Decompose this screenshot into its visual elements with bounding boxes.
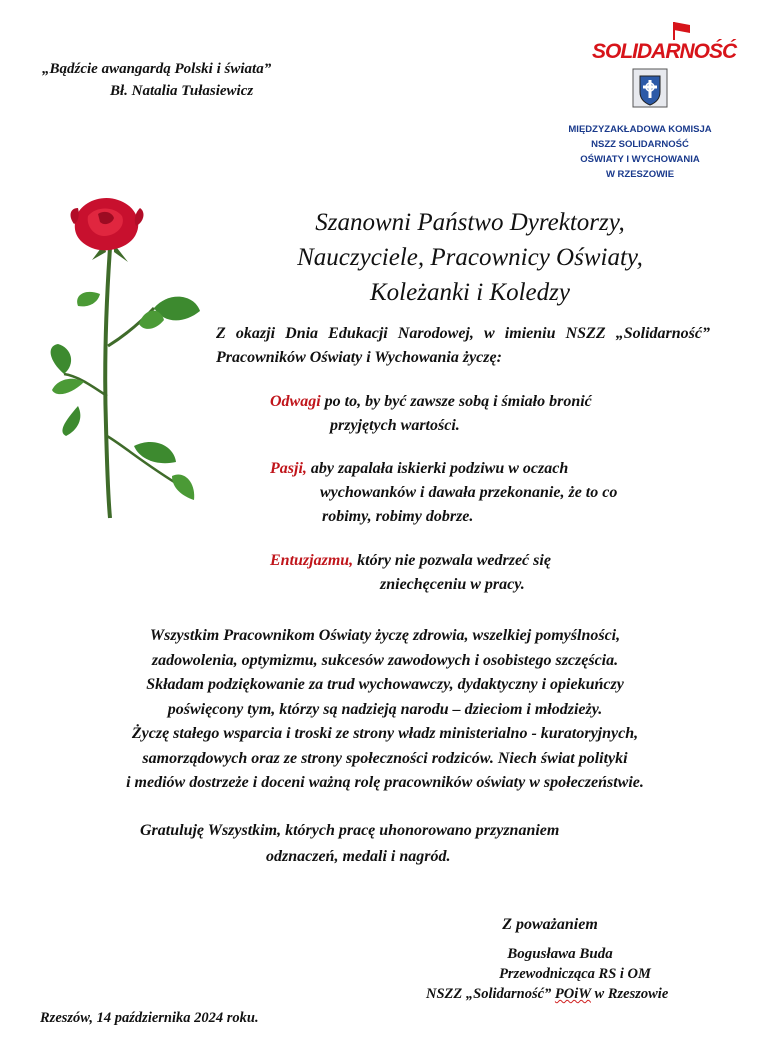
- union-prefix: NSZZ „Solidarność”: [426, 986, 555, 1002]
- salutation: [230, 205, 710, 310]
- motto-author: Bł. Natalia Tułasiewicz: [110, 83, 254, 99]
- paragraph-line: zadowolenia, optymizmu, sukcesów zawodowych i osobistego szczęścia.: [151, 651, 619, 669]
- wish-text: aby zapalała iskierki podziwu w oczach: [306, 460, 569, 477]
- union-abbr: POiW: [554, 986, 591, 1002]
- wish-keyword: Entuzjazmu,: [270, 552, 354, 569]
- wish-text: robimy, robimy dobrze.: [322, 508, 474, 525]
- signature-regards: Z poważaniem: [502, 916, 598, 933]
- wish-text: wychowanków i dawała przekonanie, że to co: [320, 484, 618, 501]
- solidarnosc-wordmark: [590, 20, 737, 63]
- signature-block: [420, 914, 730, 1004]
- wish-text: przyjętych wartości.: [330, 417, 460, 434]
- org-line: W RZESZOWIE: [605, 169, 675, 180]
- brand-text: SOLIDARNOŚĆ: [592, 40, 737, 63]
- motto-quote: „Bądźcie awangardą Polski i świata”: [42, 61, 272, 77]
- congrats-line: Gratuluję Wszystkim, których pracę uhonorowano przyznaniem: [140, 822, 560, 839]
- union-suffix: w Rzeszowie: [590, 986, 669, 1002]
- coat-of-arms-icon: [632, 68, 668, 108]
- intro-text: Z okazji Dnia Edukacji Narodowej, w imieniu NSZZ „Solidarność” Pracowników Oświaty i Wychowania życzę:: [216, 325, 710, 366]
- org-line: NSZZ SOLIDARNOŚĆ: [591, 139, 689, 150]
- salutation-line: Szanowni Państwo Dyrektorzy,: [315, 209, 625, 236]
- salutation-line: Nauczyciele, Pracownicy Oświaty,: [297, 244, 643, 271]
- paragraph-line: Wszystkim Pracownikom Oświaty życzę zdrowia, wszelkiej pomyślności,: [149, 627, 621, 644]
- paragraph-line: Życzę stałego wsparcia i troski ze strony władz ministerialno - kuratoryjnych,: [131, 725, 639, 742]
- wish-text: po to, by być zawsze sobą i śmiało bronić: [320, 393, 592, 410]
- wish-text: zniechęceniu w pracy.: [380, 576, 525, 593]
- wish-text: który nie pozwala wedrzeć się: [353, 552, 551, 569]
- congratulations: [140, 818, 680, 870]
- red-rose-icon: [44, 196, 204, 521]
- paragraph-line: poświęcony tym, którzy są nadzieją narodu – dzieciom i młodzieży.: [167, 700, 603, 718]
- signature-name: Bogusława Buda: [507, 946, 613, 962]
- wish-passion: [270, 457, 710, 529]
- org-line: MIĘDZYZAKŁADOWA KOMISJA: [568, 124, 712, 135]
- wish-keyword: Pasji,: [270, 460, 307, 477]
- signature-role: Przewodnicząca RS i OM: [499, 966, 651, 982]
- motto: [42, 58, 271, 102]
- organization-name: [555, 122, 725, 182]
- wish-courage: [270, 390, 690, 438]
- wish-enthusiasm: [270, 549, 690, 597]
- place-date: Rzeszów, 14 października 2024 roku.: [40, 1010, 259, 1026]
- main-paragraph: [30, 624, 740, 796]
- solidarnosc-logo: [565, 20, 735, 108]
- salutation-line: Koleżanki i Koledzy: [370, 279, 570, 306]
- congrats-line: odznaczeń, medali i nagród.: [266, 848, 451, 865]
- org-line: OŚWIATY I WYCHOWANIA: [580, 154, 700, 165]
- paragraph-line: samorządowych oraz ze strony społeczności rodziców. Niech świat polityki: [142, 749, 628, 767]
- wish-keyword: Odwagi: [270, 393, 321, 410]
- paragraph-line: i mediów dostrzeże i doceni ważną rolę pracowników oświaty w społeczeństwie.: [126, 774, 644, 791]
- signature-union: [420, 984, 730, 1004]
- paragraph-line: Składam podziękowanie za trud wychowawczy, dydaktyczny i opiekuńczy: [146, 676, 624, 693]
